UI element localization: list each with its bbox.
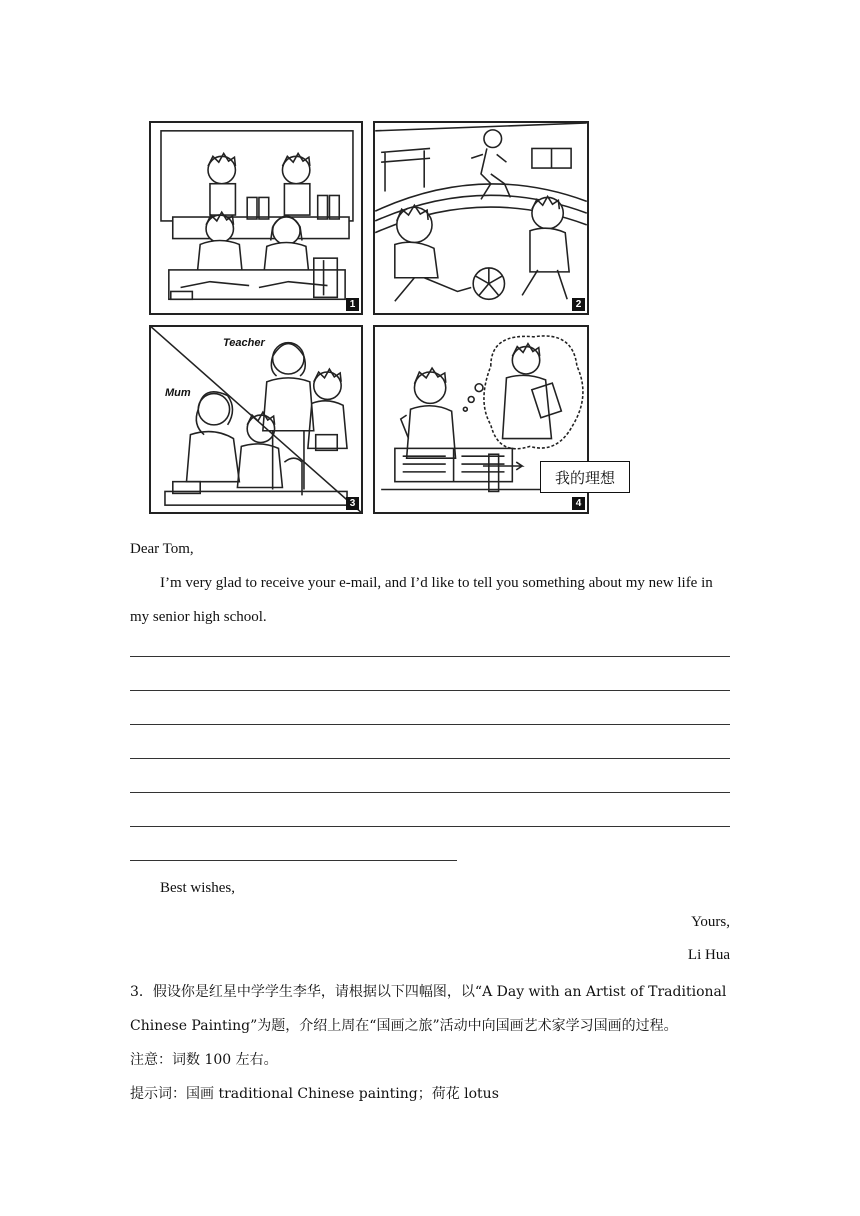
task3-hint: 提示词：国画 traditional Chinese painting；荷花 lotus (130, 1086, 499, 1102)
task3-prompt-line-1: 3．假设你是红星中学学生李华，请根据以下四幅图，以“A Day with an Artist of Traditional (130, 984, 727, 1000)
writing-line[interactable] (130, 792, 730, 793)
letter-sign-name: Li Hua (687, 947, 730, 963)
writing-line[interactable] (130, 860, 457, 861)
picture-panel-1 (149, 121, 363, 315)
task3-prompt-line-2: Chinese Painting”为题，介绍上周在“国画之旅”活动中向国画艺术家学习国画的过程。 (130, 1018, 678, 1034)
panel-number: 4 (572, 497, 585, 510)
dream-label-box: 我的理想 (540, 461, 630, 493)
writing-line[interactable] (130, 656, 730, 657)
writing-line[interactable] (130, 724, 730, 725)
writing-line[interactable] (130, 826, 730, 827)
mum-teacher-illustration (151, 327, 361, 512)
mum-label: Mum (165, 387, 191, 399)
panel-number: 2 (572, 298, 585, 311)
football-illustration (375, 123, 587, 313)
panel-number: 1 (346, 298, 359, 311)
picture-panel-3 (149, 325, 363, 514)
writing-line[interactable] (130, 758, 730, 759)
panel-number: 3 (346, 497, 359, 510)
letter-closing: Best wishes, (160, 880, 235, 896)
task3-note: 注意：词数 100 左右。 (130, 1052, 278, 1068)
writing-line[interactable] (130, 690, 730, 691)
letter-body-line-1: I’m very glad to receive your e-mail, and I’d like to tell you something about my new life in (160, 575, 713, 591)
teacher-label: Teacher (223, 337, 265, 349)
letter-body-line-2: my senior high school. (130, 609, 267, 625)
letter-sign-yours: Yours, (691, 914, 730, 930)
classroom-illustration (151, 123, 361, 313)
picture-panel-2 (373, 121, 589, 315)
letter-greeting: Dear Tom, (130, 541, 194, 557)
